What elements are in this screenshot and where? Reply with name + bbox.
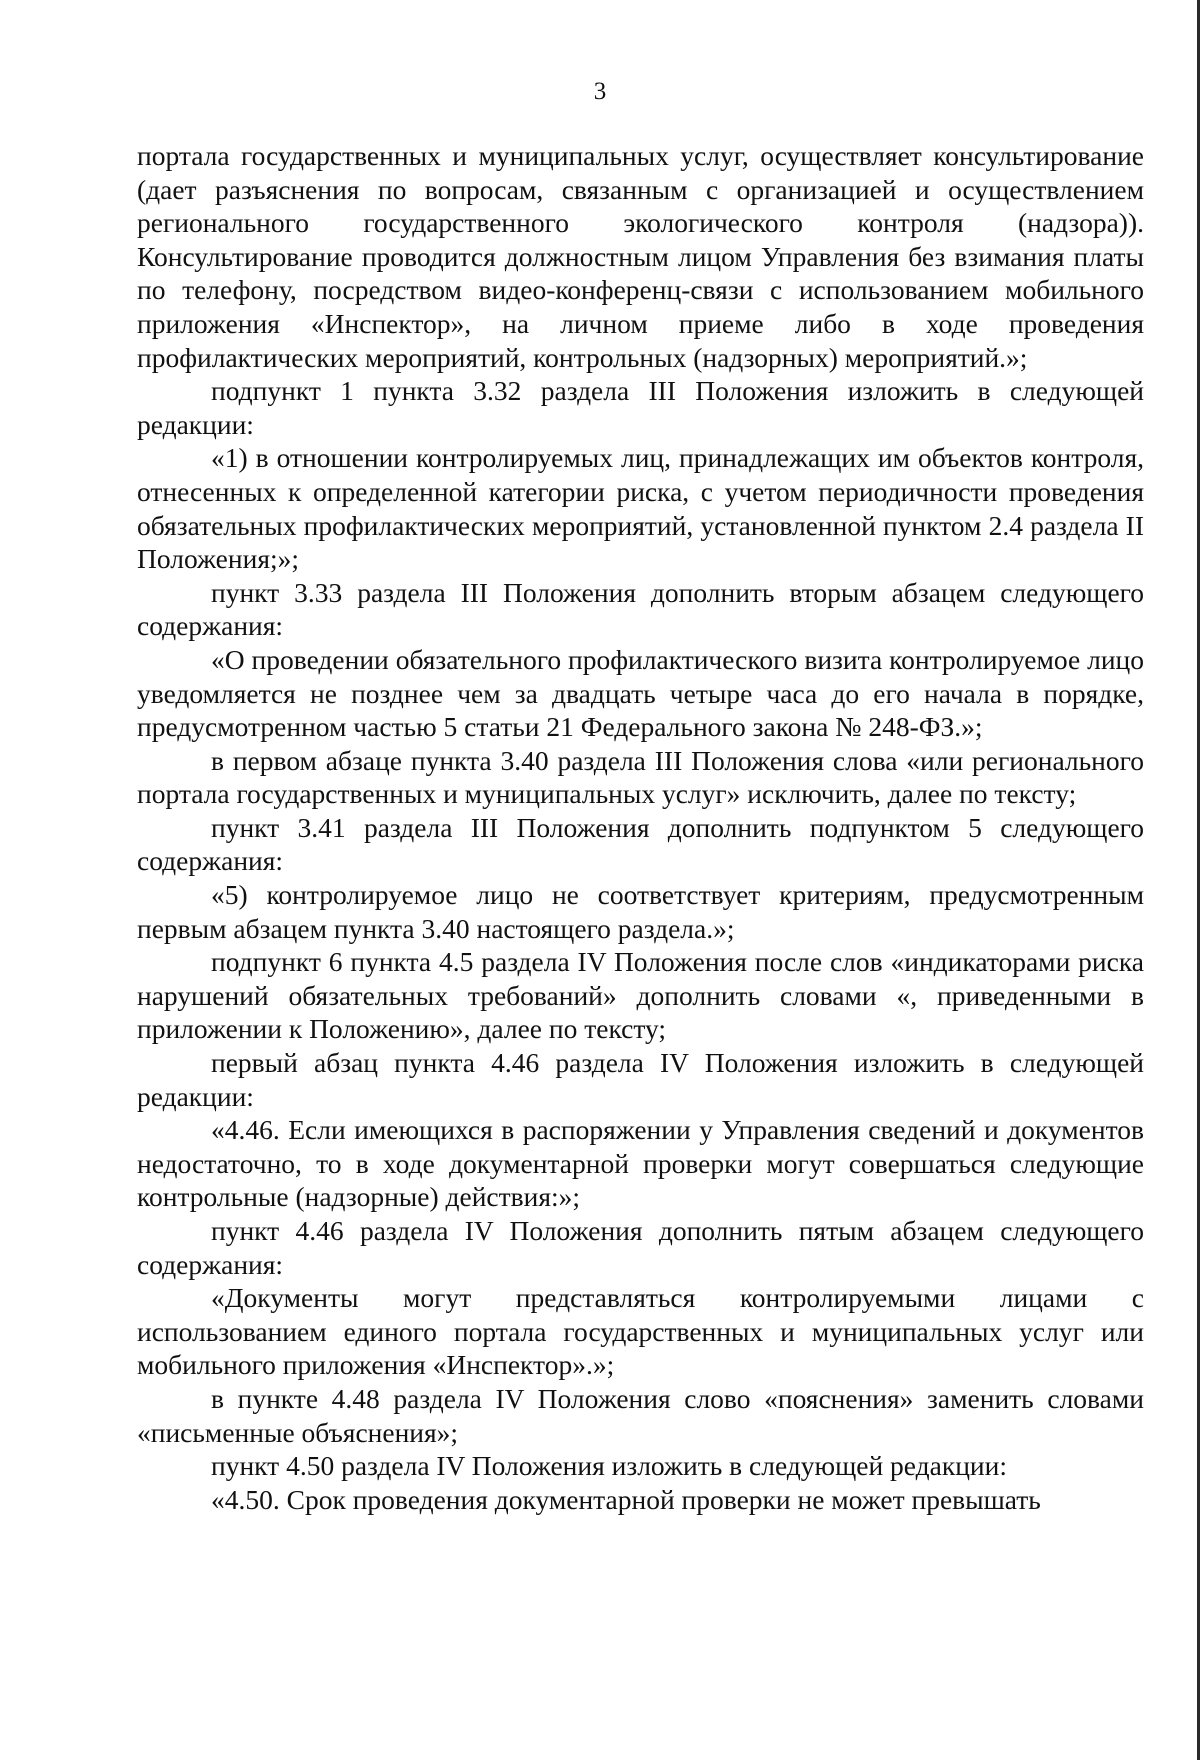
paragraph-14: в пункте 4.48 раздела IV Положения слово «пояснения» заменить словами «письменные объяснения»; <box>137 1382 1144 1448</box>
paragraph-12: пункт 4.46 раздела IV Положения дополнить пятым абзацем следующего содержания: <box>137 1215 1144 1280</box>
paragraph-7: пункт 3.41 раздела III Положения дополнить подпунктом 5 следующего содержания: <box>137 811 1144 877</box>
paragraph-15: пункт 4.50 раздела IV Положения изложить в следующей редакции: <box>211 1450 1007 1482</box>
paragraph-11: «4.46. Если имеющихся в распоряжении у Управления сведений и документов недостаточно, то в ходе документарной проверки могут совершаться следующие контрольные (надзорные) действия:»; <box>137 1114 1144 1213</box>
page-number: 3 <box>593 78 607 105</box>
paragraph-6: в первом абзаце пункта 3.40 раздела III Положения слова «или регионального портала государственных и муниципальных услуг» исключить, далее по тексту; <box>137 744 1144 810</box>
paragraph-1: портала государственных и муниципальных услуг, осуществляет консультирование (дает разъяснения по вопросам, связанным с организацией и осуществлением регионального государственного экологического контроля (надзора)). Консультирование проводится должностным лицом Управления без взимания платы по телефону, посредством видео-конференц-связи с использованием мобильного приложения «Инспектор», на личном приеме либо в ходе проведения профилактических мероприятий, контрольных (надзорных) мероприятий.»; <box>137 140 1144 373</box>
paragraph-3: «1) в отношении контролируемых лиц, принадлежащих им объектов контроля, отнесенных к определенной категории риска, с учетом периодичности проведения обязательных профилактических мероприятий, установленной пунктом 2.4 раздела II Положения;»; <box>137 442 1144 575</box>
paragraph-16: «4.50. Срок проведения документарной проверки не может превышать <box>211 1483 1041 1515</box>
paragraph-4: пункт 3.33 раздела III Положения дополнить вторым абзацем следующего содержания: <box>137 576 1144 642</box>
paragraph-2: подпункт 1 пункта 3.32 раздела III Положения изложить в следующей редакции: <box>137 375 1144 440</box>
paragraph-13: «Документы могут представляться контролируемыми лицами с использованием единого портала государственных и муниципальных услуг или мобильного приложения «Инспектор».»; <box>137 1282 1144 1381</box>
paragraph-5: «О проведении обязательного профилактического визита контролируемое лицо уведомляется не позднее чем за двадцать четыре часа до его начала в порядке, предусмотренном частью 5 статьи 21 Федерального закона № 248-ФЗ.»; <box>137 643 1144 743</box>
paragraph-10: первый абзац пункта 4.46 раздела IV Положения изложить в следующей редакции: <box>137 1047 1144 1112</box>
paragraph-8: «5) контролируемое лицо не соответствует критериям, предусмотренным первым абзацем пункта 3.40 настоящего раздела.»; <box>137 879 1144 944</box>
paragraph-9: подпункт 6 пункта 4.5 раздела IV Положения после слов «индикаторами риска нарушений обязательных требований» дополнить словами «, приведенными в приложении к Положению», далее по тексту; <box>137 946 1144 1045</box>
document-body <box>137 139 1144 1516</box>
